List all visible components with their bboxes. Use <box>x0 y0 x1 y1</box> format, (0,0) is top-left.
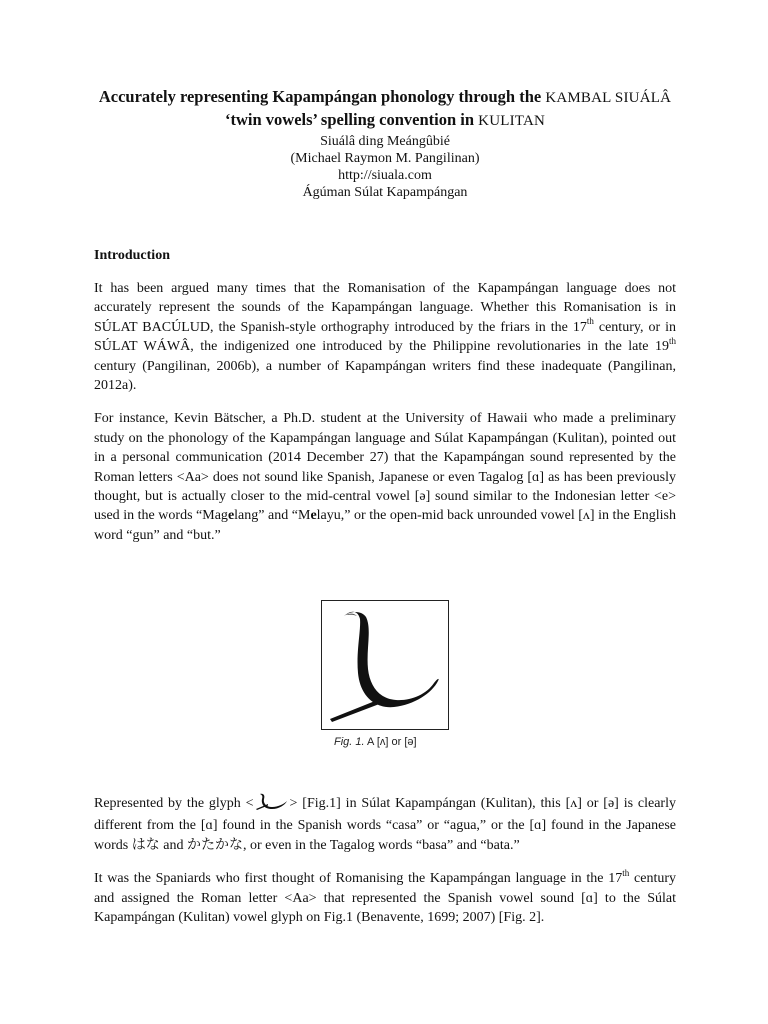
inline-kulitan-glyph-icon <box>254 792 290 816</box>
paragraph-1: It has been argued many times that the Romanisation of the Kapampángan language does not accurately represent the sounds of the Kapampángan language. Whether this Romanisation is in SÚLAT BACÚLUD, the Spanish-style orthography introduced by the friars in the 17th century, or in SÚLAT WÁWÂ, the indigenized one introduced by the Philippine revolutionaries in the late 19th century (Pangilinan, 2006b), a number of Kapampángan writers find these inadequate (Pangilinan, 2012a). <box>94 281 676 394</box>
paragraph-2: For instance, Kevin Bätscher, a Ph.D. student at the University of Hawaii who made a preliminary study on the phonology of the Kapampángan language and Súlat Kapampángan (Kulitan), pointed out in a personal communication (2014 December 27) that the Kapampángan sound represented by the Roman letters <Aa> does not sound like Spanish, Japanese or even Tagalog [ɑ] as has been previously thought, but is actually closer to the mid-central vowel [ə] sound similar to the Indonesian letter <e> used in the words “Magelang” and “Melayu,” or the open-mid back unrounded vowel [ʌ] in the English word “gun” and “but.” <box>94 411 676 543</box>
paper-body <box>94 86 676 545</box>
author-affiliation: Ágúman Súlat Kapampángan <box>302 185 468 200</box>
author-website[interactable]: http://siuala.com <box>338 168 432 183</box>
paragraph-4: It was the Spaniards who first thought of Romanising the Kapampángan language in the 17th century and assigned the Roman letter <Aa> that represented the Spanish vowel sound [ɑ] to the Súlat Kapampángan (Kulitan) vowel glyph on Fig.1 (Benavente, 1699; 2007) [Fig. 2]. <box>94 867 677 926</box>
author-block <box>94 133 676 201</box>
paper-title <box>94 86 676 132</box>
title-text-1: Accurately representing Kapampángan phonology through the <box>98 87 546 106</box>
title-text-2: ‘twin vowels’ spelling convention in <box>224 110 479 129</box>
author-alias: (Michael Raymon M. Pangilinan) <box>290 151 480 166</box>
author-name: Siuálâ ding Meángûbié <box>320 134 450 149</box>
paragraph-3: Represented by the glyph < > [Fig.1] in Súlat Kapampángan (Kulitan), this [ʌ] or [ə] is clearly different from the [ɑ] found in the Spanish words “casa” or “agua,” or the [ɑ] found in the Japanese words はな and かたかな, or even in the Tagalog words “basa” and “bata.” <box>94 792 676 855</box>
figure-1-caption: Fig. 1. A [ʌ] or [ə] <box>334 736 417 748</box>
lower-text <box>94 792 676 927</box>
title-smallcaps-1: KAMBAL SIUÁLÂ <box>545 90 672 106</box>
section-heading: Introduction <box>94 248 170 263</box>
figure-1-glyph-box <box>321 600 449 730</box>
title-smallcaps-2: KULITAN <box>478 113 546 129</box>
kulitan-a-glyph-icon <box>322 601 448 729</box>
